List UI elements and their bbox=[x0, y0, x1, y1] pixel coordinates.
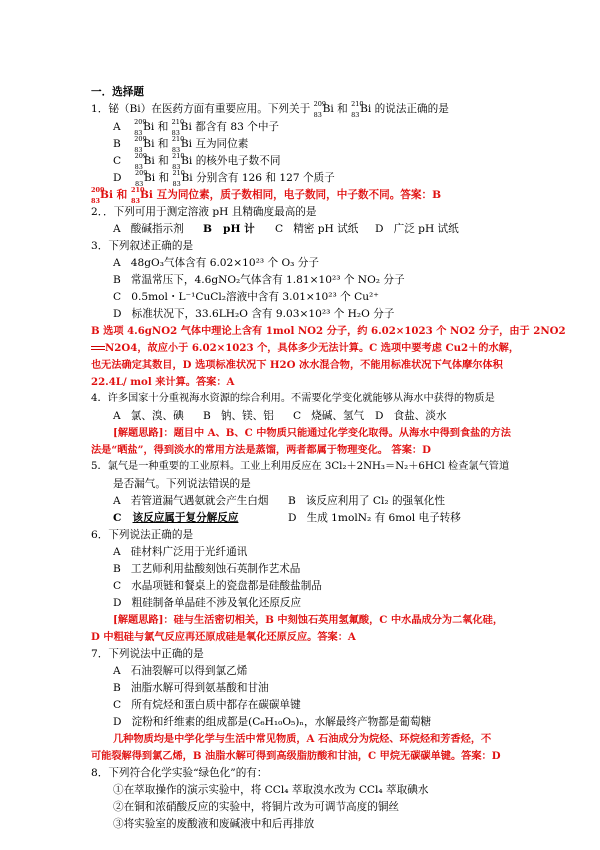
q5-options-cd: C 该反应属于复分解反应 D 生成 1molN₂ 有 6mol 电子转移 bbox=[113, 512, 461, 524]
q7-answer-line-2: 可能裂解得到氯乙烯，B 油脂水解可得到高级脂肪酸和甘油，C 甲烷无碳碳单键。答案：D bbox=[91, 750, 501, 762]
q1-option-d: D 209 83 Bi 和 210 83 Bi 分别含有 126 和 127 个质子 bbox=[113, 169, 335, 188]
question-2-stem: 2．．下列可用于测定溶液 pH 且精确度最高的是 bbox=[91, 206, 317, 218]
q3-answer-line-1: B 选项 4.6gNO2 气体中理论上含有 1mol NO2 分子，约 6.02×1023 个 NO2 分子，由于 2NO2 bbox=[91, 325, 566, 337]
question-3-stem: 3．下列叙述正确的是 bbox=[91, 240, 194, 252]
q8-item-1: ①在萃取操作的演示实验中，将 CCl₄ 萃取溴水改为 CCl₄ 萃取碘水 bbox=[113, 784, 429, 796]
q7-option-a: A 石油裂解可以得到氯乙烯 bbox=[113, 665, 248, 677]
q6-option-b: B 工艺师利用盐酸刻蚀石英制作艺术品 bbox=[113, 563, 301, 575]
question-7-stem: 7．下列说法中正确的是 bbox=[91, 648, 204, 660]
q3-option-c: C 0.5mol・L⁻¹CuCl₂溶液中含有 3.01×10²³ 个 Cu²⁺ bbox=[113, 291, 379, 303]
q3-answer-line-4: 22.4L/ mol 来计算。答案：A bbox=[91, 376, 235, 388]
q4-answer-line-1: [解题思路]：题目中 A、B、C 中物质只能通过化学变化取得。从海水中得到食盐的方法 bbox=[113, 427, 511, 439]
isotope-bi-210: 210 83 Bi bbox=[351, 100, 372, 119]
q4-options: A 氯、溴、碘 B 钠、镁、铝 C 烧碱、氢气 D 食盐、淡水 bbox=[113, 410, 447, 422]
q4-answer-line-2: 法是“晒盐”，得到淡水的常用方法是蒸馏，两者都属于物理变化。 答案：D bbox=[91, 444, 431, 456]
q8-item-2: ②在铜和浓硝酸反应的实验中，将铜片改为可调节高度的铜丝 bbox=[113, 801, 400, 813]
q3-option-b: B 常温常压下，4.6gNO₂气体含有 1.81×10²³ 个 NO₂ 分子 bbox=[113, 274, 405, 286]
question-5-stem-line-2: 是否漏气。下列说法错误的是 bbox=[113, 478, 251, 490]
question-1-stem: 1．铋（Bi）在医药方面有重要应用。下列关于 209 83 Bi 和 210 83 Bi 的说法正确的是 bbox=[91, 100, 449, 119]
q7-answer-line-1: 几种物质均是中学化学与生活中常见物质，A 石油成分为烷烃、环烷烃和芳香烃，不 bbox=[113, 733, 492, 745]
isotope-bi-209: 209 83 Bi bbox=[313, 100, 334, 119]
q7-option-b: B 油脂水解可得到氨基酸和甘油 bbox=[113, 682, 269, 694]
question-6-stem: 6．下列说法正确的是 bbox=[91, 529, 194, 541]
q6-option-a: A 硅材料广泛用于光纤通讯 bbox=[113, 546, 248, 558]
q3-answer-line-3: 也无法确定其数目，D 选项标准状况下 H2O 冰水混合物，不能用标准状况下气体摩尔体积 bbox=[91, 359, 503, 371]
q7-option-d: D 淀粉和纤维素的组成都是(C₆H₁₀O₅)ₙ，水解最终产物都是葡萄糖 bbox=[113, 716, 432, 728]
q1-option-b: B 209 83 Bi 和 210 83 Bi 互为同位素 bbox=[113, 135, 249, 154]
q1-option-a: A 209 83 Bi 和 210 83 Bi 都含有 83 个中子 bbox=[113, 118, 280, 137]
q3-answer-line-2: N2O4，故应小于 6.02×1023 个，具体多少无法计算。C 选项中要考虑 Cu2＋的水解， bbox=[91, 341, 519, 355]
q3-option-d: D 标准状况下，33.6LH₂O 含有 9.03×10²³ 个 H₂O 分子 bbox=[113, 308, 395, 320]
q1-option-c: C 209 83 Bi 和 210 83 Bi 的核外电子数不同 bbox=[113, 152, 281, 171]
section-title: 一．选择题 bbox=[91, 86, 144, 98]
q6-option-d: D 粗硅制备单晶硅不涉及氧化还原反应 bbox=[113, 597, 302, 609]
equilibrium-arrow-icon bbox=[91, 344, 105, 352]
q2-options: A 酸碱指示剂 B pH 计 C 精密 pH 试纸 D 广泛 pH 试纸 bbox=[113, 223, 459, 235]
q6-answer-line-1: [解题思路]：硅与生活密切相关，B 中刻蚀石英用氢氟酸，C 中水晶成分为二氧化硅， bbox=[113, 614, 504, 626]
q7-option-c: C 所有烷烃和蛋白质中都存在碳碳单键 bbox=[113, 699, 301, 711]
question-5-stem-line-1: 5．氯气是一种重要的工业原料。工业上利用反应在 3Cl₂＋2NH₃＝N₂＋6HCl 检查氯气管道 bbox=[91, 461, 510, 472]
q1-answer: 209 83 Bi 和 210 83 Bi 互为同位素，质子数相同，电子数同，中子数不同。答案：B bbox=[91, 186, 442, 205]
question-4-stem: 4．许多国家十分重视海水资源的综合利用。不需要化学变化就能够从海水中获得的物质是 bbox=[91, 393, 495, 404]
q6-option-c: C 水晶项链和餐桌上的瓷盘都是硅酸盐制品 bbox=[113, 580, 322, 592]
q6-answer-line-2: D 中粗硅与氯气反应再还原成硅是氧化还原反应。答案：A bbox=[91, 631, 356, 643]
question-8-stem: 8．下列符合化学实验“绿色化”的有： bbox=[91, 767, 268, 779]
q3-option-a: A 48gO₃气体含有 6.02×10²³ 个 O₃ 分子 bbox=[113, 257, 319, 269]
q5-options-ab: A 若管道漏气遇氨就会产生白烟 B 该反应利用了 Cl₂ 的强氧化性 bbox=[113, 495, 445, 507]
q8-item-3: ③将实验室的废酸液和废碱液中和后再排放 bbox=[113, 818, 315, 830]
